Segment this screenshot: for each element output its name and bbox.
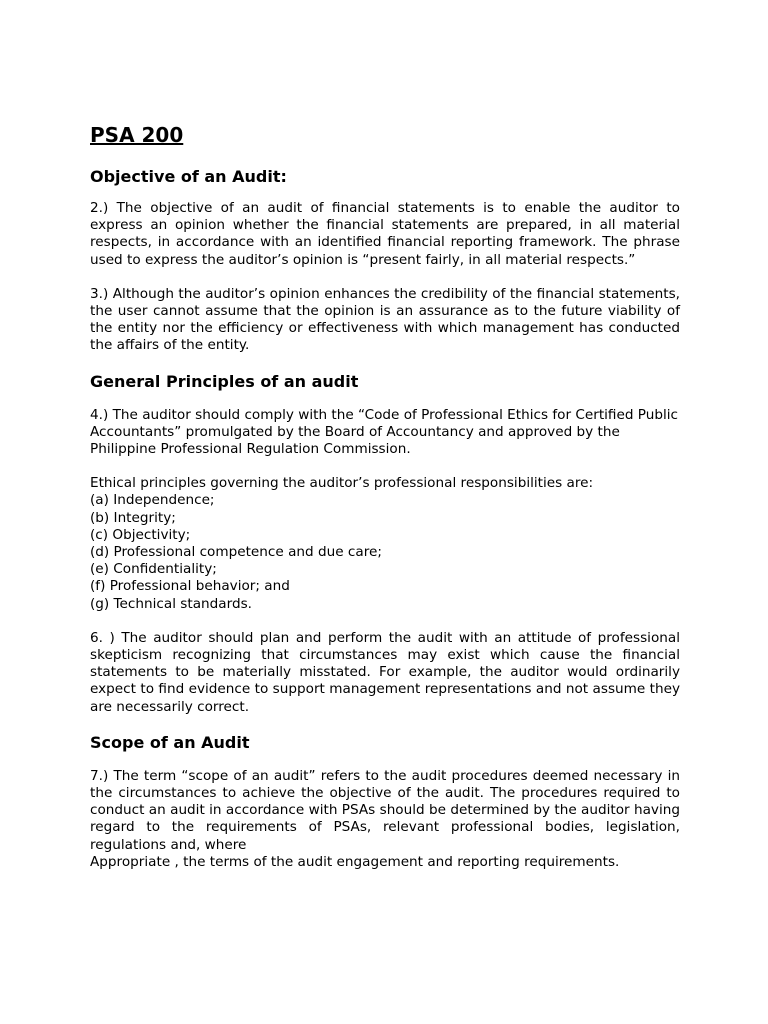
paragraph-3: 3.) Although the auditor’s opinion enhances the credibility of the financial statements, the user cannot assume that the opinion is an assurance as to the future viability of the entity nor the efficiency or effectiveness with which management has conducted the affairs of the entity.: [90, 285, 680, 354]
ethics-list: [90, 492, 680, 612]
paragraph-4: 4.) The auditor should comply with the “Code of Professional Ethics for Certified Public Accountants” promulgated by the Board of Accountancy and approved by the Philippine Professional Regulation Commission.: [90, 406, 679, 458]
list-item: (a) Independence;: [90, 492, 215, 509]
list-item: (c) Objectivity;: [90, 526, 191, 543]
paragraph-6: 6. ) The auditor should plan and perform the audit with an attitude of professional skepticism recognizing that circumstances may exist which cause the financial statements to be materially misstated. For example, the auditor would ordinarily expect to find evidence to support management representations and not assume they are necessarily correct.: [90, 629, 680, 715]
heading-scope: Scope of an Audit: [90, 732, 250, 752]
heading-objective: Objective of an Audit:: [90, 167, 287, 186]
document-page: [90, 120, 680, 871]
list-item: (f) Professional behavior; and: [90, 578, 290, 595]
document-title: PSA 200: [90, 123, 184, 147]
ethics-intro: Ethical principles governing the auditor’s professional responsibilities are:: [90, 475, 594, 492]
list-item: (e) Confidentiality;: [90, 561, 217, 578]
paragraph-7-continued: Appropriate , the terms of the audit engagement and reporting requirements.: [90, 853, 620, 870]
paragraph-7: 7.) The term “scope of an audit” refers to the audit procedures deemed necessary in the circumstances to achieve the objective of the audit. The procedures required to conduct an audit in accordance with PSAs should be determined by the auditor having regard to the requirements of PSAs, relevant professional bodies, legislation, regulations and, where: [90, 767, 680, 853]
list-item: (g) Technical standards.: [90, 595, 252, 612]
list-item: (b) Integrity;: [90, 509, 176, 526]
heading-principles: General Principles of an audit: [90, 371, 359, 391]
list-item: (d) Professional competence and due care;: [90, 544, 382, 561]
paragraph-2: 2.) The objective of an audit of financial statements is to enable the auditor to express an opinion whether the financial statements are prepared, in all material respects, in accordance with an identified financial reporting framework. The phrase used to express the auditor’s opinion is “present fairly, in all material respects.”: [90, 200, 680, 268]
